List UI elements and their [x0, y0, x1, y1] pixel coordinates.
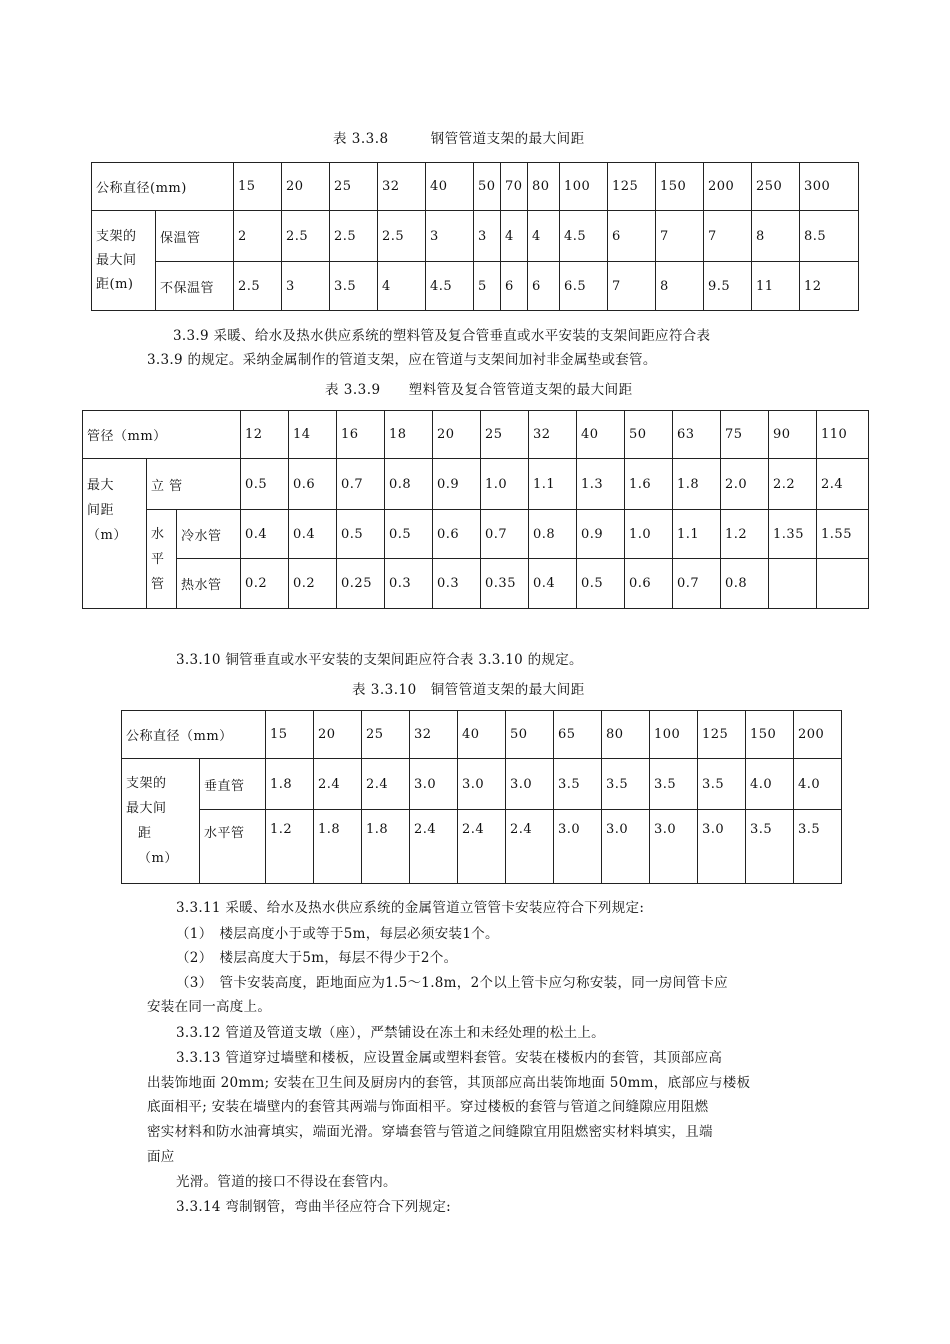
table-cell: 6.5	[560, 262, 608, 311]
table-cell: 0.4	[241, 510, 289, 559]
row-label	[83, 459, 147, 609]
row-label-line: （m）	[87, 528, 127, 543]
table-cell: 6	[608, 211, 656, 262]
table-cell: 3.5	[698, 759, 746, 810]
row-label	[92, 211, 156, 311]
list-item: （1） 楼层高度小于或等于5m，每层必须安装1个。	[176, 926, 499, 942]
table-cell: 2.2	[769, 459, 817, 510]
table-cell: 1.2	[721, 510, 769, 559]
row-label-line: 最大	[87, 478, 115, 493]
row-name: 热水管	[177, 559, 241, 609]
table-cell: 0.7	[673, 559, 721, 609]
paragraph-3-3-13-line-2: 出装饰地面 20mm; 安装在卫生间及厨房内的套管，其顶部应高出装饰地面 50mm，底部应与楼板	[147, 1075, 751, 1091]
table-cell: 1.35	[769, 510, 817, 559]
table-cell: 0.7	[481, 510, 529, 559]
table-cell: 125	[608, 163, 656, 211]
table-cell: 50	[474, 163, 501, 211]
table-cell: 65	[554, 711, 602, 759]
table-cell: 0.2	[241, 559, 289, 609]
table-cell: 3.0	[650, 810, 698, 884]
table-cell: 150	[746, 711, 794, 759]
table-cell: 2	[234, 211, 282, 262]
table-cell: 8	[656, 262, 704, 311]
table-cell: 2.4	[314, 759, 362, 810]
table-cell: 0.6	[433, 510, 481, 559]
table-cell: 25	[362, 711, 410, 759]
paragraph-3-3-13-line-5: 面应	[147, 1149, 175, 1165]
table-cell: 3	[282, 262, 330, 311]
table-cell: 1.8	[673, 459, 721, 510]
table-cell: 11	[752, 262, 800, 311]
table-cell: 0.9	[577, 510, 625, 559]
row-label-line: 管	[151, 576, 165, 592]
table-cell: 4	[528, 211, 560, 262]
table-cell: 125	[698, 711, 746, 759]
table-cell	[769, 559, 817, 609]
paragraph-3-3-11: 3.3.11 采暖、给水及热水供应系统的金属管道立管管卡安装应符合下列规定:	[176, 900, 645, 916]
table-cell: 100	[560, 163, 608, 211]
table-cell: 14	[289, 411, 337, 459]
table-cell: 3.0	[698, 810, 746, 884]
table-3-3-9	[82, 410, 869, 609]
table-cell: 2.4	[458, 810, 506, 884]
table-cell: 0.8	[529, 510, 577, 559]
table-cell: 0.5	[577, 559, 625, 609]
table-cell: 2.4	[506, 810, 554, 884]
table-cell: 150	[656, 163, 704, 211]
table-cell: 15	[266, 711, 314, 759]
paragraph-3-3-13-line-1: 3.3.13 管道穿过墙壁和楼板，应设置金属或塑料套管。安装在楼板内的套管，其顶部应高	[176, 1050, 723, 1066]
table-cell: 12	[800, 262, 859, 311]
table-cell: 4.0	[794, 759, 842, 810]
table-cell: 4.0	[746, 759, 794, 810]
table-cell: 1.55	[817, 510, 869, 559]
table-cell: 3.0	[410, 759, 458, 810]
table-cell: 50	[506, 711, 554, 759]
table-cell: 0.2	[289, 559, 337, 609]
table-cell: 1.8	[266, 759, 314, 810]
table-cell: 300	[800, 163, 859, 211]
table-cell: 20	[433, 411, 481, 459]
table-cell: 40	[577, 411, 625, 459]
table-cell: 250	[752, 163, 800, 211]
row-name: 保温管	[156, 211, 234, 262]
table-cell: 1.8	[362, 810, 410, 884]
table-cell: 63	[673, 411, 721, 459]
table-cell: 3.5	[794, 810, 842, 884]
table-3-3-10	[121, 710, 842, 884]
table-cell: 1.0	[625, 510, 673, 559]
table-cell: 0.9	[433, 459, 481, 510]
table-cell: 3.5	[554, 759, 602, 810]
table-cell: 100	[650, 711, 698, 759]
table-3-3-8	[91, 162, 859, 311]
table-cell: 8	[752, 211, 800, 262]
paragraph-3-3-12: 3.3.12 管道及管道支墩（座），严禁铺设在冻土和未经处理的松土上。	[176, 1025, 605, 1041]
table-cell: 20	[314, 711, 362, 759]
table-cell: 12	[241, 411, 289, 459]
table-cell: 8.5	[800, 211, 859, 262]
table-cell: 50	[625, 411, 673, 459]
table-cell: 0.5	[385, 510, 433, 559]
table-cell: 20	[282, 163, 330, 211]
column-header: 管径（mm）	[83, 411, 241, 459]
table-cell: 4	[501, 211, 528, 262]
table-cell: 0.4	[529, 559, 577, 609]
table-cell: 7	[704, 211, 752, 262]
table-cell: 1.1	[673, 510, 721, 559]
table-cell: 7	[608, 262, 656, 311]
table-cell: 25	[481, 411, 529, 459]
table-row	[122, 810, 842, 884]
table-cell: 5	[474, 262, 501, 311]
row-label	[122, 759, 200, 884]
table-cell: 32	[410, 711, 458, 759]
column-header: 公称直径（mm）	[122, 711, 266, 759]
table-3-3-10-caption: 表 3.3.10 铜管管道支架的最大间距	[352, 682, 585, 698]
table-cell: 0.5	[241, 459, 289, 510]
table-cell: 3	[474, 211, 501, 262]
table-cell: 0.3	[433, 559, 481, 609]
table-cell: 70	[501, 163, 528, 211]
row-label-line: 距	[138, 826, 152, 841]
table-cell: 4	[378, 262, 426, 311]
row-label-line: 支架的	[96, 228, 137, 244]
paragraph-3-3-14: 3.3.14 弯制钢管，弯曲半径应符合下列规定:	[176, 1199, 451, 1215]
table-cell: 2.0	[721, 459, 769, 510]
table-cell: 2.5	[234, 262, 282, 311]
row-name: 立 管	[147, 459, 241, 510]
table-3-3-8-caption: 表 3.3.8 钢管管道支架的最大间距	[333, 131, 585, 147]
table-cell: 2.5	[378, 211, 426, 262]
table-row	[92, 262, 859, 311]
table-cell: 80	[528, 163, 560, 211]
table-cell: 16	[337, 411, 385, 459]
row-name: 水平管	[200, 810, 266, 884]
table-cell: 2.5	[330, 211, 378, 262]
table-cell: 6	[528, 262, 560, 311]
table-row	[83, 510, 869, 559]
table-cell: 0.8	[385, 459, 433, 510]
column-header: 公称直径(mm)	[92, 163, 234, 211]
table-cell: 7	[656, 211, 704, 262]
table-cell: 6	[501, 262, 528, 311]
paragraph-3-3-13-line-3: 底面相平; 安装在墙壁内的套管其两端与饰面相平。穿过楼板的套管与管道之间缝隙应用阻燃	[147, 1099, 709, 1115]
row-label-line: 水	[151, 526, 165, 542]
table-cell: 0.8	[721, 559, 769, 609]
table-cell: 3.5	[650, 759, 698, 810]
table-row	[83, 559, 869, 609]
row-label-line: 最大间	[126, 801, 167, 816]
table-cell: 0.3	[385, 559, 433, 609]
table-cell: 0.7	[337, 459, 385, 510]
table-cell: 75	[721, 411, 769, 459]
table-cell: 3.5	[330, 262, 378, 311]
table-cell: 3.0	[554, 810, 602, 884]
table-cell: 40	[458, 711, 506, 759]
table-cell	[817, 559, 869, 609]
paragraph-3-3-10: 3.3.10 铜管垂直或水平安装的支架间距应符合表 3.3.10 的规定。	[176, 652, 583, 668]
table-cell: 110	[817, 411, 869, 459]
table-3-3-9-caption: 表 3.3.9 塑料管及复合管管道支架的最大间距	[325, 382, 633, 398]
table-cell: 3.0	[506, 759, 554, 810]
table-row	[122, 711, 842, 759]
list-item-continued: 安装在同一高度上。	[147, 999, 272, 1015]
table-cell: 80	[602, 711, 650, 759]
table-row	[83, 411, 869, 459]
table-cell: 0.25	[337, 559, 385, 609]
row-label-line: 最大间	[96, 252, 137, 268]
table-cell: 3.5	[602, 759, 650, 810]
table-cell: 9.5	[704, 262, 752, 311]
row-group-label	[147, 510, 177, 609]
table-cell: 32	[378, 163, 426, 211]
table-cell: 0.35	[481, 559, 529, 609]
table-cell: 1.0	[481, 459, 529, 510]
row-name: 冷水管	[177, 510, 241, 559]
list-item: （3） 管卡安装高度，距地面应为1.5～1.8m，2个以上管卡应匀称安装，同一房间管卡应	[176, 975, 728, 991]
table-cell: 2.4	[817, 459, 869, 510]
paragraph-3-3-13-line-6: 光滑。管道的接口不得设在套管内。	[176, 1174, 397, 1190]
row-name: 垂直管	[200, 759, 266, 810]
table-cell: 200	[794, 711, 842, 759]
list-item: （2） 楼层高度大于5m，每层不得少于2个。	[176, 950, 458, 966]
table-cell: 4.5	[426, 262, 474, 311]
table-cell: 32	[529, 411, 577, 459]
table-cell: 2.4	[410, 810, 458, 884]
table-cell: 3.0	[602, 810, 650, 884]
row-label-line: 距(m)	[96, 276, 134, 292]
paragraph-3-3-13-line-4: 密实材料和防水油膏填实，端面光滑。穿墙套管与管道之间缝隙宜用阻燃密实材料填实，且端	[147, 1124, 713, 1140]
table-cell: 4.5	[560, 211, 608, 262]
table-cell: 0.6	[289, 459, 337, 510]
table-cell: 3	[426, 211, 474, 262]
row-label-line: （m）	[138, 851, 178, 866]
table-cell: 3.0	[458, 759, 506, 810]
row-label-line: 间距	[87, 503, 115, 518]
table-cell: 0.5	[337, 510, 385, 559]
table-cell: 18	[385, 411, 433, 459]
table-cell: 15	[234, 163, 282, 211]
table-row	[83, 459, 869, 510]
row-name: 不保温管	[156, 262, 234, 311]
table-cell: 25	[330, 163, 378, 211]
table-cell: 90	[769, 411, 817, 459]
table-row	[92, 211, 859, 262]
table-cell: 0.6	[625, 559, 673, 609]
table-cell: 3.5	[746, 810, 794, 884]
table-cell: 2.4	[362, 759, 410, 810]
table-cell: 2.5	[282, 211, 330, 262]
table-cell: 0.4	[289, 510, 337, 559]
table-cell: 1.2	[266, 810, 314, 884]
table-cell: 1.8	[314, 810, 362, 884]
table-cell: 40	[426, 163, 474, 211]
row-label-line: 平	[151, 551, 165, 567]
table-cell: 200	[704, 163, 752, 211]
table-row	[122, 759, 842, 810]
table-cell: 1.1	[529, 459, 577, 510]
paragraph-3-3-9-line-2: 3.3.9 的规定。采纳金属制作的管道支架，应在管道与支架间加衬非金属垫或套管。	[147, 352, 657, 368]
table-cell: 1.3	[577, 459, 625, 510]
table-cell: 1.6	[625, 459, 673, 510]
row-label-line: 支架的	[126, 776, 167, 791]
paragraph-3-3-9-line-1: 3.3.9 采暖、给水及热水供应系统的塑料管及复合管垂直或水平安装的支架间距应符合表	[173, 328, 711, 344]
table-row	[92, 163, 859, 211]
